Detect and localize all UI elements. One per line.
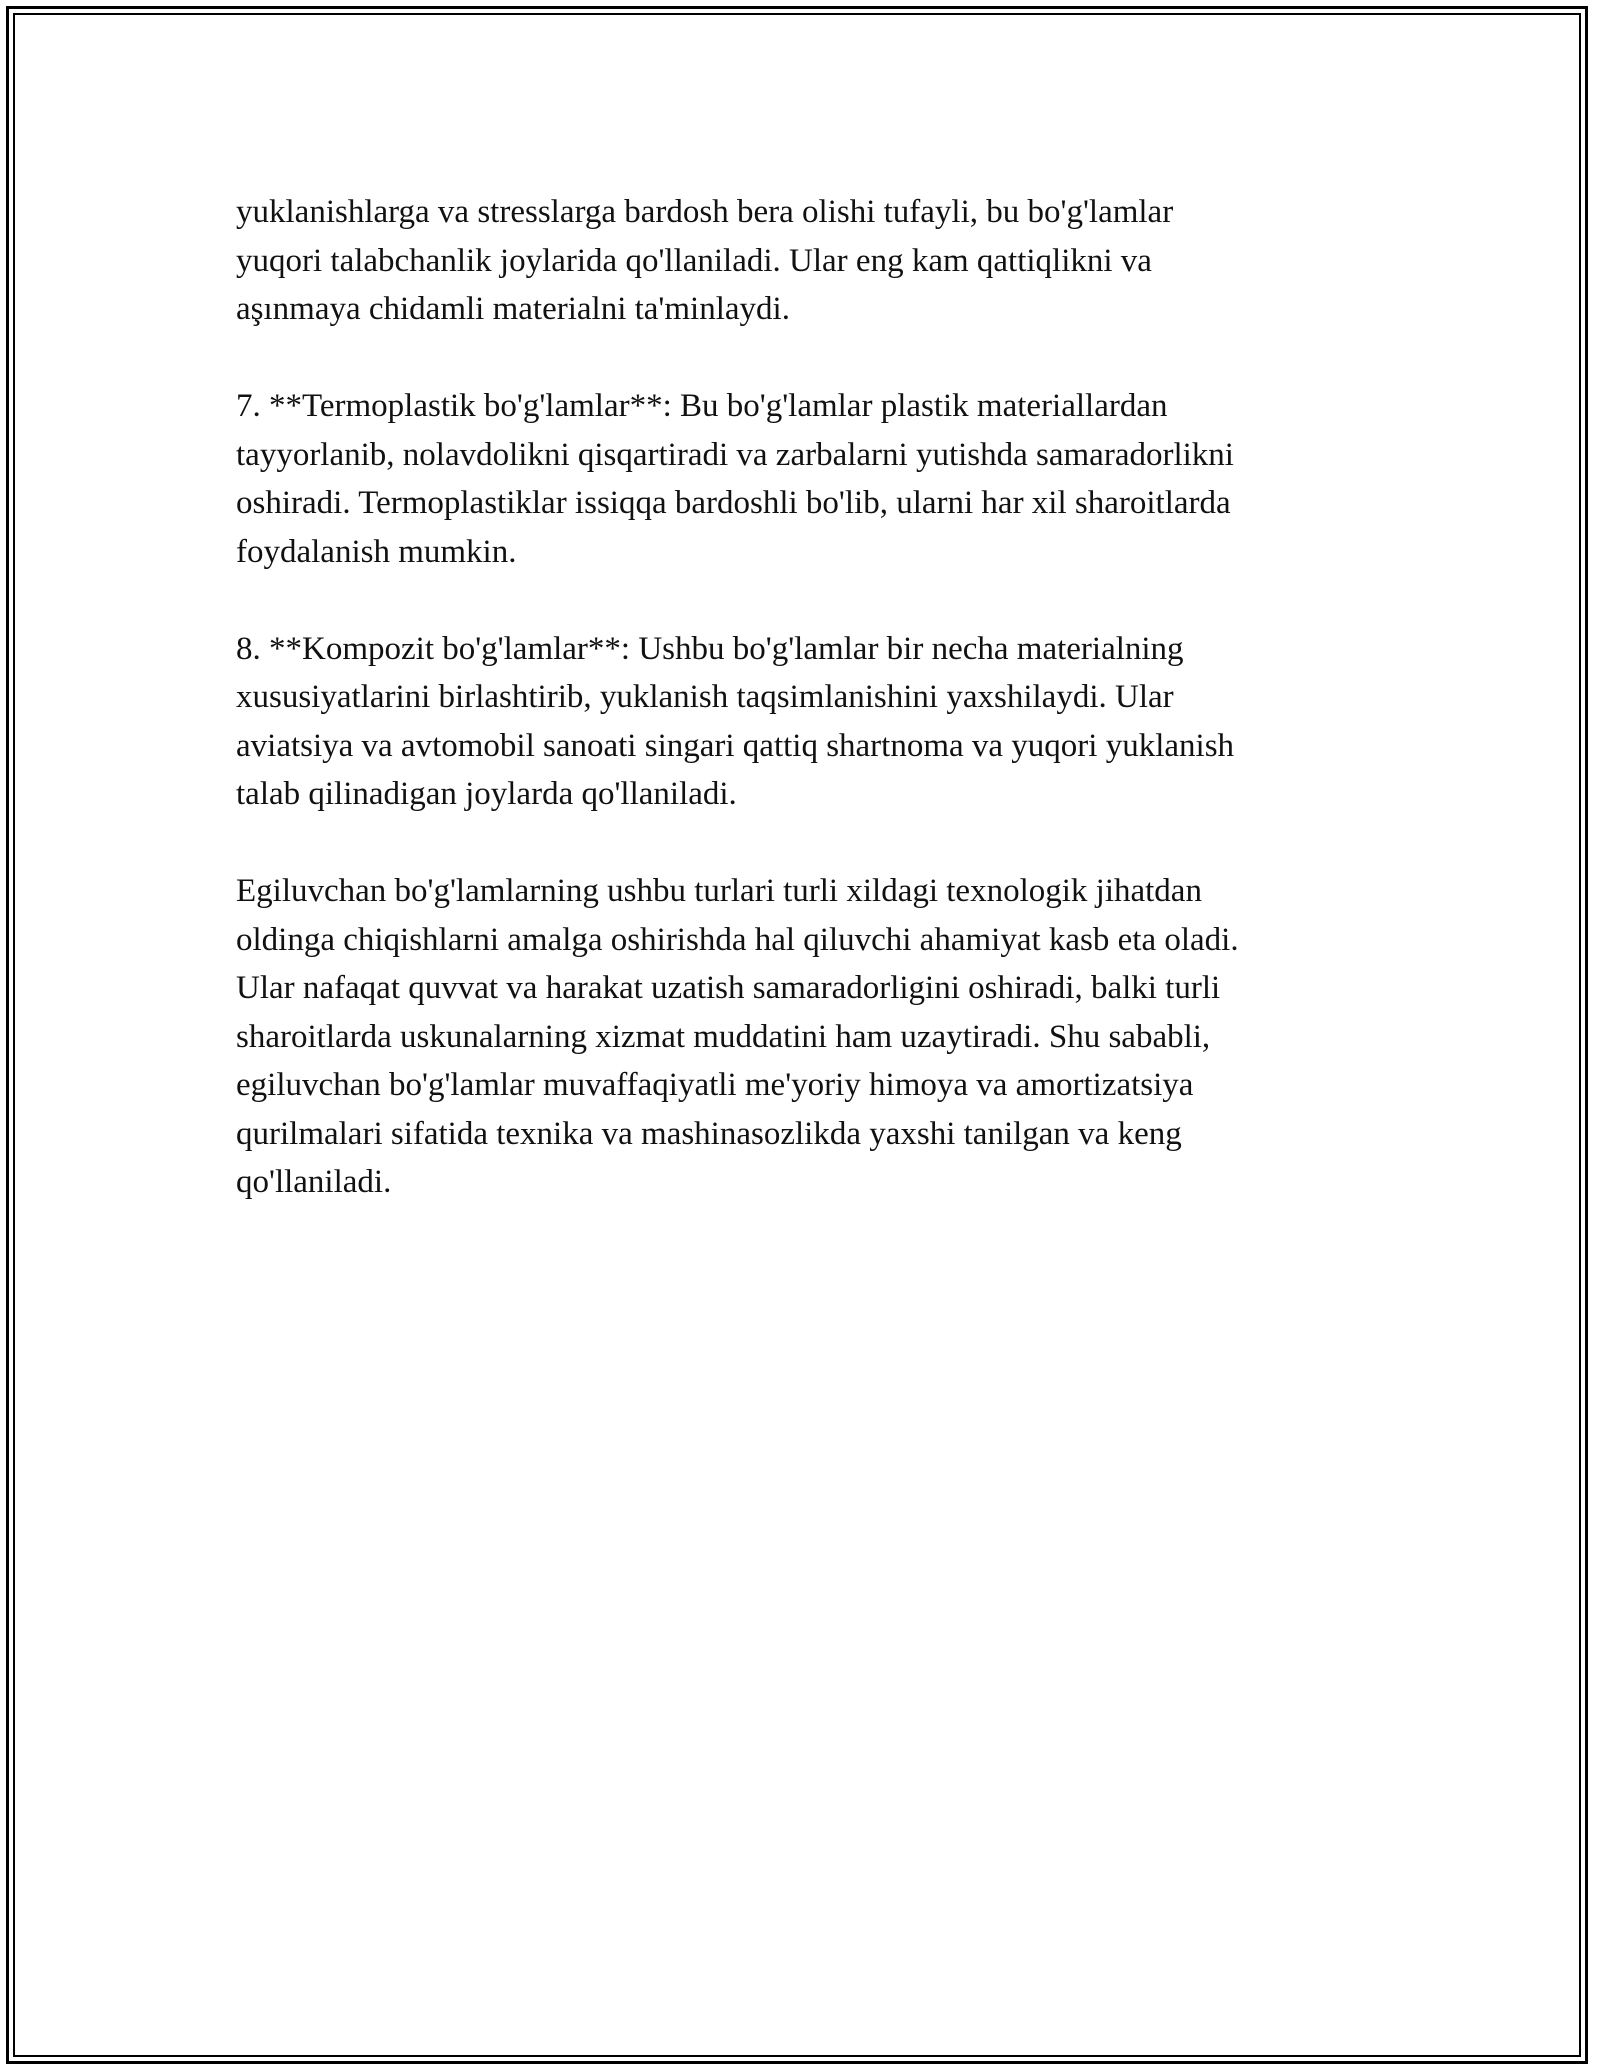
- paragraph-item-7-termoplastik: 7. **Termoplastik bo'g'lamlar**: Bu bo'g'lamlar plastik materiallardan tayyorlanib, nolavdolikni qisqartiradi va zarbalarni yutishda samaradorlikni oshiradi. Termoplastiklar issiqqa bardoshli bo'lib, ularni har xil sharoitlarda foydalanish mumkin.: [236, 388, 1234, 570]
- document-body: [236, 188, 1366, 1255]
- paragraph-conclusion: Egiluvchan bo'g'lamlarning ushbu turlari turli xildagi texnologik jihatdan oldinga chiqishlarni amalga oshirishda hal qiluvchi ahamiyat kasb eta oladi. Ular nafaqat quvvat va harakat uzatish samaradorligini oshiradi, balki turli sharoitlarda uskunalarning xizmat muddatini ham uzaytiradi. Shu sababli, egiluvchan bo'g'lamlar muvaffaqiyatli me'yoriy himoya va amortizatsiya qurilmalari sifatida texnika va mashinasozlikda yaxshi tanilgan va keng qo'llaniladi.: [236, 873, 1239, 1200]
- paragraph-item-8-kompozit: 8. **Kompozit bo'g'lamlar**: Ushbu bo'g'lamlar bir necha materialning xususiyatlarini birlashtirib, yuklanish taqsimlanishini yaxshilaydi. Ular aviatsiya va avtomobil sanoati singari qattiq shartnoma va yuqori yuklanish talab qilinadigan joylarda qo'llaniladi.: [236, 630, 1235, 812]
- paragraph-continuation: yuklanishlarga va stresslarga bardosh bera olishi tufayli, bu bo'g'lamlar yuqori talabchanlik joylarida qo'llaniladi. Ular eng kam qattiqlikni va aşınmaya chidamli materialni ta'minlaydi.: [236, 194, 1174, 327]
